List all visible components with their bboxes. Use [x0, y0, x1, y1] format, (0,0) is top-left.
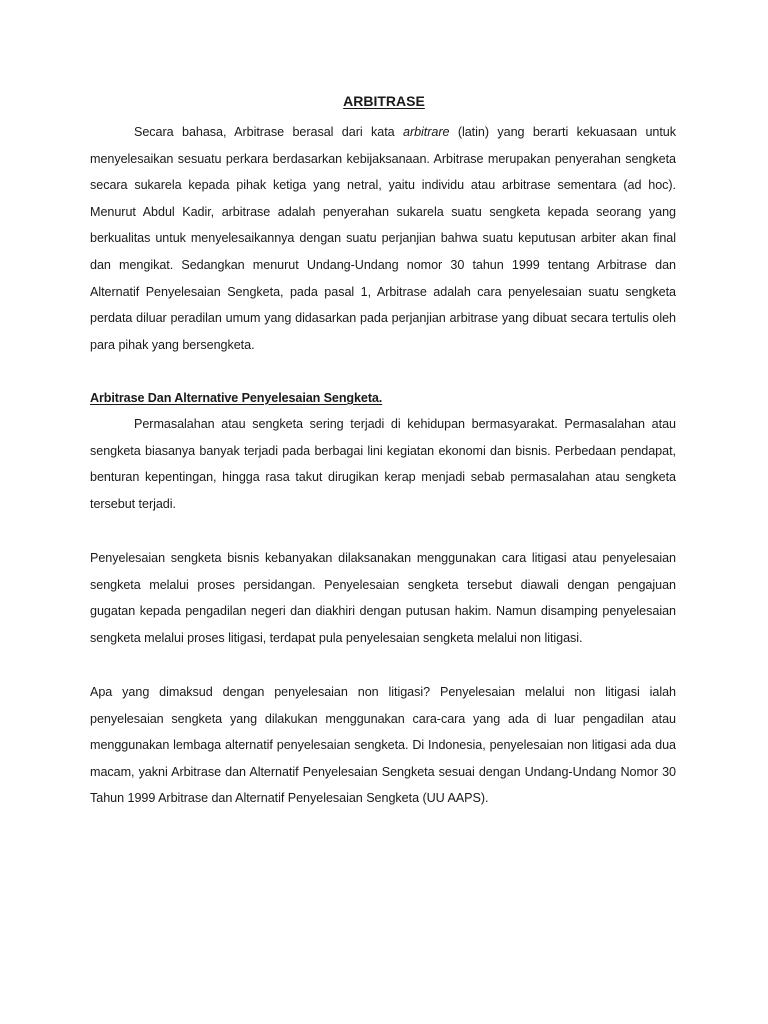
intro-paragraph — [90, 119, 676, 358]
section-paragraph-1-block — [90, 411, 676, 517]
section-heading: Arbitrase Dan Alternative Penyelesaian Sengketa. — [90, 391, 383, 405]
section-paragraph-2-block — [90, 545, 676, 651]
intro-text-start: Secara bahasa, Arbitrase berasal dari kata — [134, 125, 403, 139]
section-paragraph-3: Apa yang dimaksud dengan penyelesaian non litigasi? Penyelesaian melalui non litigasi ialah penyelesaian sengketa yang dilakukan menggunakan cara-cara yang ada di luar pengadilan atau menggunakan lembaga alternatif penyelesaian sengketa. Di Indonesia, penyelesaian non litigasi ada dua macam, yakni Arbitrase dan Alternatif Penyelesaian Sengketa sesuai dengan Undang-Undang Nomor 30 Tahun 1999 Arbitrase dan Alternatif Penyelesaian Sengketa (UU AAPS). — [90, 685, 676, 806]
document-title: ARBITRASE — [343, 93, 425, 109]
intro-italic-term: arbitrare — [403, 125, 450, 139]
section-paragraph-3-block — [90, 679, 676, 812]
intro-block — [90, 119, 676, 358]
section-paragraph-1: Permasalahan atau sengketa sering terjadi di kehidupan bermasyarakat. Permasalahan atau sengketa biasanya banyak terjadi pada berbagai lini kegiatan ekonomi dan bisnis. Perbedaan pendapat, benturan kepentingan, hingga rasa takut dirugikan kerap menjadi sebab permasalahan atau sengketa tersebut terjadi. — [90, 417, 676, 511]
section-paragraph-2: Penyelesaian sengketa bisnis kebanyakan dilaksanakan menggunakan cara litigasi atau penyelesaian sengketa melalui proses persidangan. Penyelesaian sengketa tersebut diawali dengan pengajuan gugatan kepada pengadilan negeri dan diakhiri dengan putusan hakim. Namun disamping penyelesaian sengketa melalui proses litigasi, terdapat pula penyelesaian sengketa melalui non litigasi. — [90, 551, 676, 645]
intro-text-end: (latin) yang berarti kekuasaan untuk menyelesaikan sesuatu perkara berdasarkan kebijaksanaan. Arbitrase merupakan penyerahan sengketa secara sukarela kepada pihak ketiga yang netral, yaitu individu atau arbitrase sementara (ad hoc). Menurut Abdul Kadir, arbitrase adalah penyerahan sukarela suatu sengketa kepada seorang yang berkualitas untuk menyelesaikannya dengan suatu perjanjian bahwa suatu keputusan arbiter akan final dan mengikat. Sedangkan menurut Undang-Undang nomor 30 tahun 1999 tentang Arbitrase dan Alternatif Penyelesaian Sengketa, pada pasal 1, Arbitrase adalah cara penyelesaian suatu sengketa perdata diluar peradilan umum yang didasarkan pada perjanjian arbitrase yang dibuat secara tertulis oleh para pihak yang bersengketa. — [90, 125, 676, 352]
